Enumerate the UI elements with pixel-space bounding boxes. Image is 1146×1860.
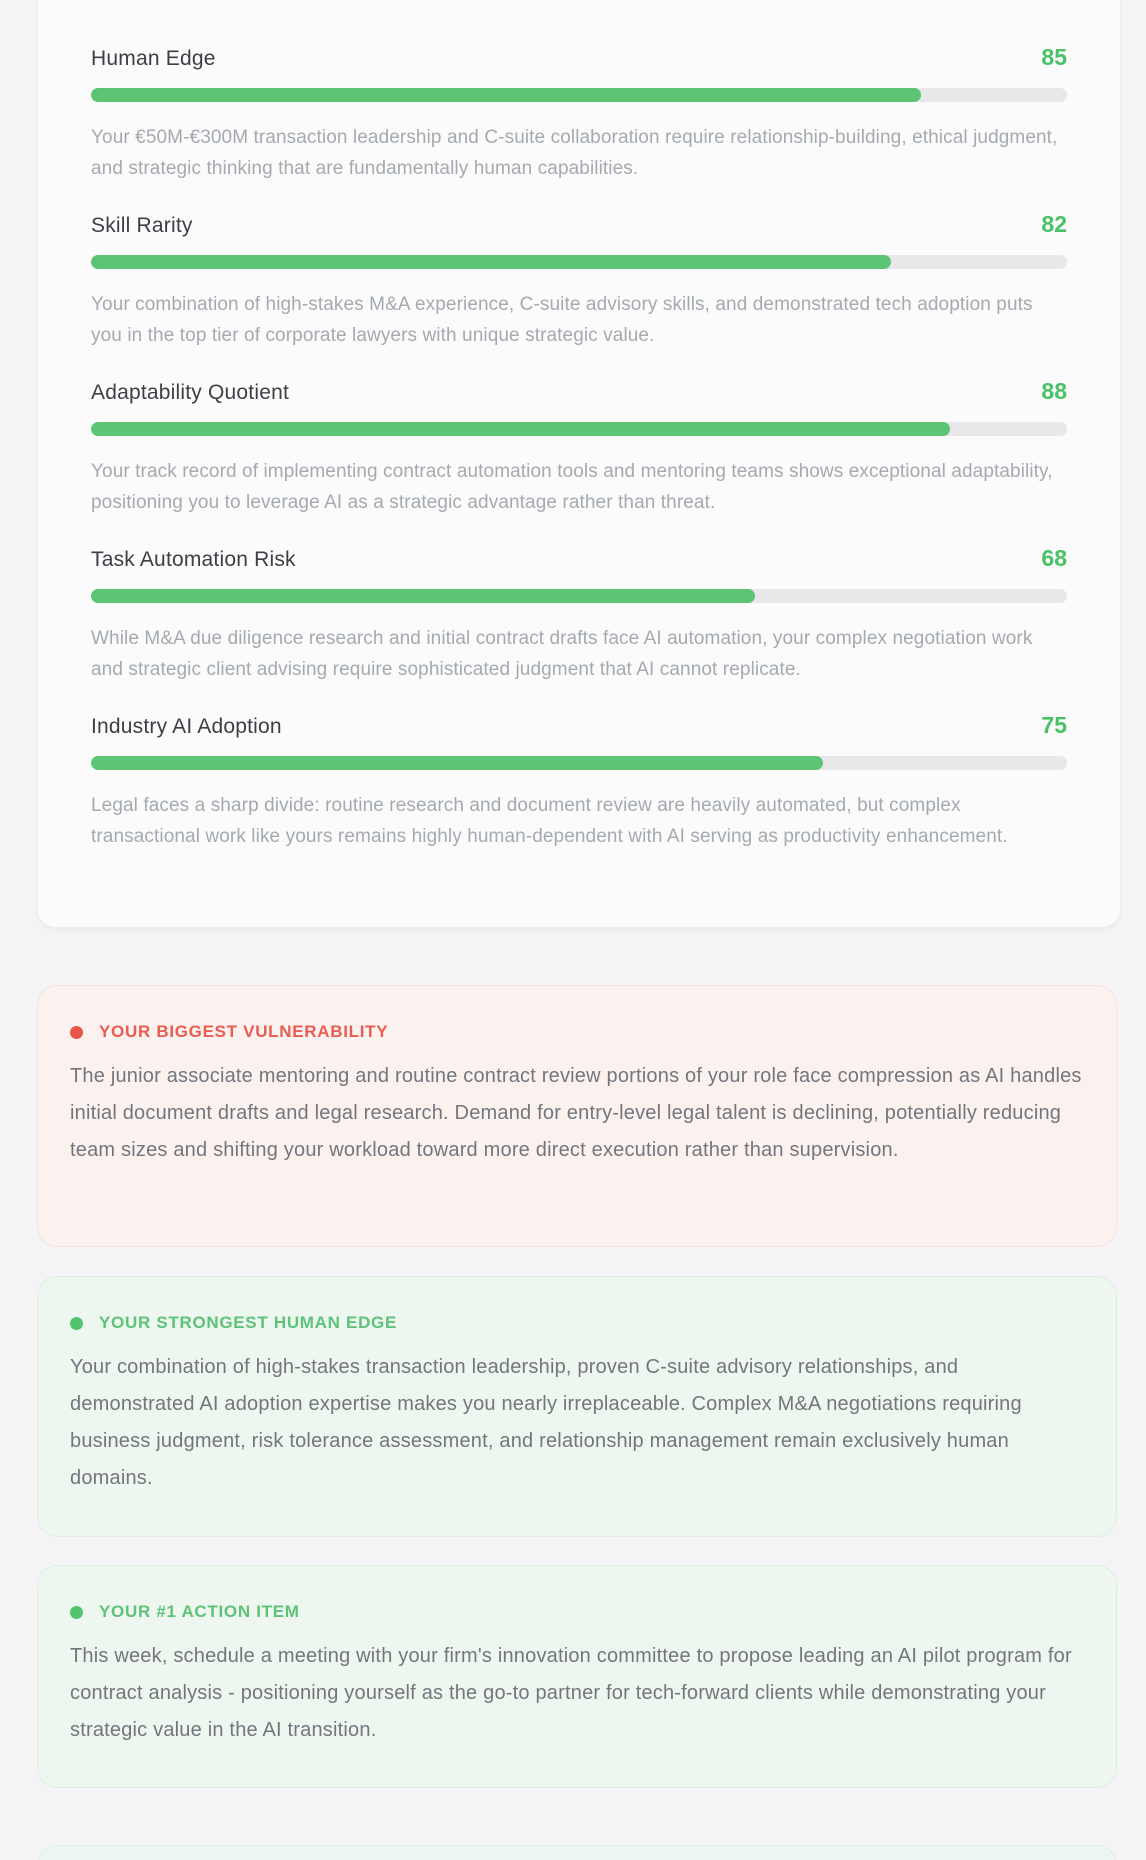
metric-header bbox=[91, 379, 1067, 405]
metric-score: 85 bbox=[1041, 44, 1067, 70]
callout-body: Your combination of high-stakes transaction leadership, proven C-suite advisory relationships, and demonstrated AI adoption expertise makes you nearly irreplaceable. Complex M&A negotiations requiring business judgment, risk tolerance assessment, and relationship management remain exclusively human domains. bbox=[70, 1356, 1022, 1489]
metric-description: Your €50M-€300M transaction leadership and C-suite collaboration require relationship-building, ethical judgment, and strategic thinking that are fundamentally human capabilities. bbox=[91, 127, 1058, 179]
next-card-partial bbox=[37, 1845, 1117, 1860]
metric-header bbox=[91, 45, 1067, 71]
metric-header bbox=[91, 212, 1067, 238]
metric-label: Human Edge bbox=[91, 47, 216, 70]
metric-label: Task Automation Risk bbox=[91, 548, 296, 571]
metric-row bbox=[91, 546, 1067, 685]
metric-score: 88 bbox=[1041, 378, 1067, 404]
callout-header bbox=[70, 1022, 1084, 1042]
dot-icon bbox=[70, 1026, 83, 1039]
metric-row bbox=[91, 713, 1067, 852]
metric-row bbox=[91, 379, 1067, 518]
metric-header bbox=[91, 713, 1067, 739]
metric-score: 82 bbox=[1041, 211, 1067, 237]
dot-icon bbox=[70, 1606, 83, 1619]
callout-body: This week, schedule a meeting with your firm's innovation committee to propose leading an AI pilot program for contract analysis - positioning yourself as the go-to partner for tech-forward clients while demonstrating your strategic value in the AI transition. bbox=[70, 1645, 1072, 1741]
metric-score: 68 bbox=[1041, 545, 1067, 571]
callout-header bbox=[70, 1602, 1084, 1622]
metric-progress-track bbox=[91, 255, 1067, 269]
metric-row bbox=[91, 45, 1067, 184]
metric-progress-fill bbox=[91, 255, 891, 269]
metric-description: While M&A due diligence research and initial contract drafts face AI automation, your complex negotiation work and strategic client advising require sophisticated judgment that AI cannot replicate. bbox=[91, 628, 1033, 680]
metric-label: Skill Rarity bbox=[91, 214, 193, 237]
metric-description: Your track record of implementing contract automation tools and mentoring teams shows exceptional adaptability, positioning you to leverage AI as a strategic advantage rather than threat. bbox=[91, 461, 1053, 513]
action-item-callout bbox=[37, 1565, 1117, 1788]
callout-body: The junior associate mentoring and routine contract review portions of your role face compression as AI handles initial document drafts and legal research. Demand for entry-level legal talent is declining, potentially reducing team sizes and shifting your workload toward more direct execution rather than supervision. bbox=[70, 1065, 1082, 1161]
metric-progress-track bbox=[91, 422, 1067, 436]
metric-header bbox=[91, 546, 1067, 572]
metric-progress-fill bbox=[91, 589, 755, 603]
callout-title: YOUR #1 ACTION ITEM bbox=[99, 1602, 300, 1621]
callout-header bbox=[70, 1313, 1084, 1333]
metric-progress-fill bbox=[91, 756, 823, 770]
callout-title: YOUR STRONGEST HUMAN EDGE bbox=[99, 1313, 398, 1332]
metric-progress-track bbox=[91, 88, 1067, 102]
metric-progress-fill bbox=[91, 422, 950, 436]
strength-callout bbox=[37, 1276, 1117, 1537]
metric-label: Adaptability Quotient bbox=[91, 381, 289, 404]
metric-progress-track bbox=[91, 756, 1067, 770]
callout-title: YOUR BIGGEST VULNERABILITY bbox=[99, 1022, 389, 1041]
dot-icon bbox=[70, 1317, 83, 1330]
metric-row bbox=[91, 212, 1067, 351]
scores-card bbox=[37, 0, 1121, 928]
vulnerability-callout bbox=[37, 985, 1117, 1247]
metric-description: Legal faces a sharp divide: routine research and document review are heavily automated, but complex transactional work like yours remains highly human-dependent with AI serving as productivity enhancement. bbox=[91, 795, 1008, 847]
metric-progress-fill bbox=[91, 88, 921, 102]
metric-progress-track bbox=[91, 589, 1067, 603]
metric-description: Your combination of high-stakes M&A experience, C-suite advisory skills, and demonstrated tech adoption puts you in the top tier of corporate lawyers with unique strategic value. bbox=[91, 294, 1033, 346]
metric-label: Industry AI Adoption bbox=[91, 715, 282, 738]
metrics-list bbox=[91, 45, 1067, 852]
metric-score: 75 bbox=[1041, 712, 1067, 738]
